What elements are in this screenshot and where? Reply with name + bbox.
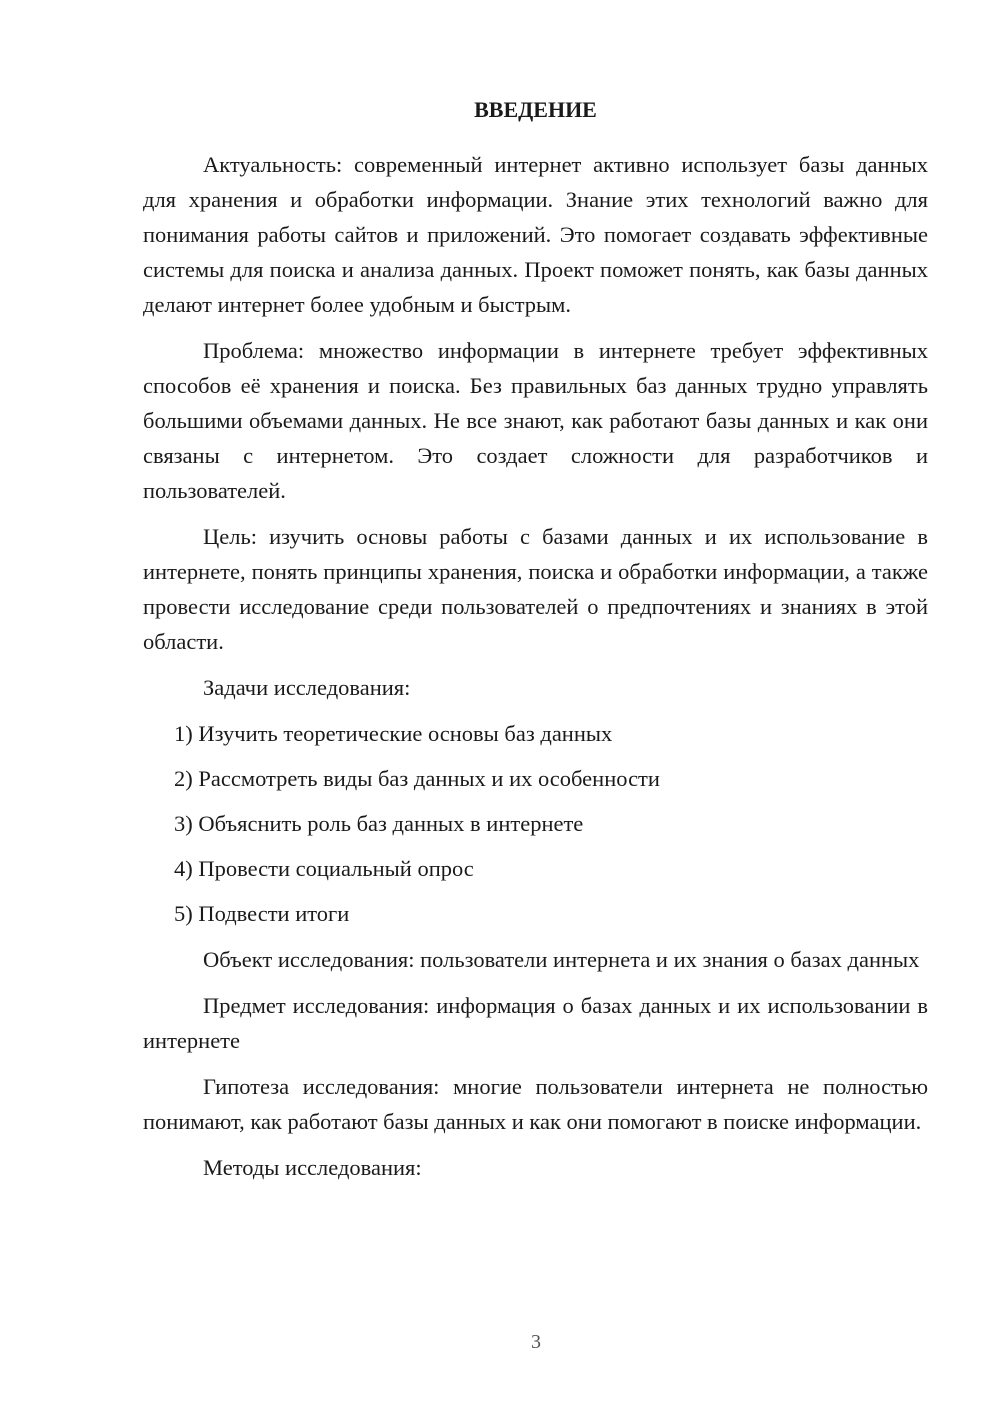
- problem-paragraph: Проблема: множество информации в интернете требует эффективных способов её хранения и поиска. Без правильных баз данных трудно управлять большими объемами данных. Не все знают, как работают базы данных и как они связаны с интернетом. Это создает сложности для разработчиков и пользователей.: [143, 338, 928, 503]
- goal-paragraph: Цель: изучить основы работы с базами данных и их использование в интернете, понять принципы хранения, поиска и обработки информации, а также провести исследование среди пользователей о предпочтениях и знаниях в этой области.: [143, 524, 928, 654]
- object-paragraph: Объект исследования: пользователи интернета и их знания о базах данных: [203, 947, 920, 972]
- task-item: 1) Изучить теоретические основы баз данных: [174, 721, 613, 746]
- task-item: 4) Провести социальный опрос: [174, 856, 474, 881]
- task-item: 2) Рассмотреть виды баз данных и их особенности: [174, 766, 660, 791]
- hypothesis-paragraph: Гипотеза исследования: многие пользователи интернета не полностью понимают, как работают базы данных и как они помогают в поиске информации.: [143, 1074, 928, 1134]
- document-page: [143, 92, 928, 1196]
- subject-paragraph: Предмет исследования: информация о базах данных и их использовании в интернете: [143, 993, 928, 1053]
- task-item: 3) Объяснить роль баз данных в интернете: [174, 811, 584, 836]
- methods-heading: Методы исследования:: [203, 1155, 422, 1180]
- page-title: ВВЕДЕНИЕ: [474, 97, 597, 122]
- relevance-paragraph: Актуальность: современный интернет активно использует базы данных для хранения и обработки информации. Знание этих технологий важно для понимания работы сайтов и приложений. Это помогает создавать эффективные системы для поиска и анализа данных. Проект поможет понять, как базы данных делают интернет более удобным и быстрым.: [143, 152, 928, 317]
- task-item: 5) Подвести итоги: [174, 901, 350, 926]
- tasks-heading: Задачи исследования:: [203, 675, 411, 700]
- tasks-list: [143, 716, 928, 931]
- page-number: 3: [531, 1331, 541, 1353]
